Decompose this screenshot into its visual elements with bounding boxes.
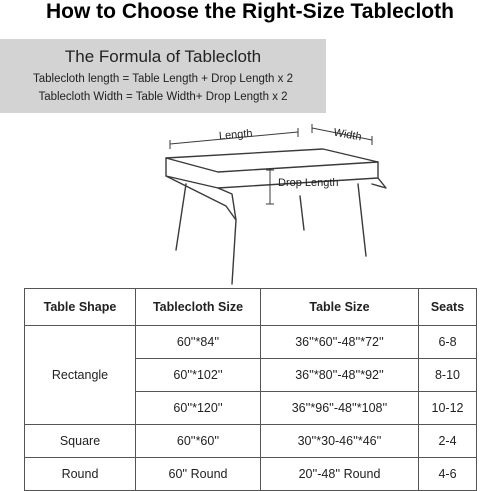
formula-box — [0, 39, 326, 113]
table-leg-right-front — [358, 184, 366, 256]
shape-cell: Square — [25, 425, 136, 458]
cloth-size-cell: 60''*120'' — [136, 392, 261, 425]
seats-cell: 8-10 — [419, 359, 477, 392]
cloth-left-drape — [166, 176, 236, 220]
drop-length-label: Drop Length — [278, 177, 339, 189]
formula-heading: The Formula of Tablecloth — [64, 47, 262, 66]
table-size-cell: 36''*80''-48''*92'' — [261, 359, 419, 392]
table-leg-right-back — [300, 196, 304, 230]
table-leg-left-back — [176, 184, 186, 250]
cloth-size-cell: 60'' Round — [136, 458, 261, 491]
seats-cell: 6-8 — [419, 326, 477, 359]
table-size-cell: 20''-48'' Round — [261, 458, 419, 491]
page-title: How to Choose the Right-Size Tablecloth — [46, 0, 454, 23]
table-row — [25, 326, 477, 359]
table-size-cell: 36''*60''-48''*72'' — [261, 326, 419, 359]
table-header-row — [25, 289, 477, 326]
header-seats: Seats — [419, 289, 477, 326]
tablecloth-diagram — [0, 118, 500, 288]
length-label: Length — [218, 127, 254, 143]
header-table-size: Table Size — [261, 289, 419, 326]
seats-cell: 4-6 — [419, 458, 477, 491]
cloth-right-drape — [372, 178, 386, 188]
size-table — [24, 288, 477, 491]
header-table-shape: Table Shape — [25, 289, 136, 326]
shape-cell: Rectangle — [25, 326, 136, 425]
cloth-size-cell: 60''*102'' — [136, 359, 261, 392]
width-label: Width — [332, 126, 363, 144]
shape-cell: Round — [25, 458, 136, 491]
seats-cell: 10-12 — [419, 392, 477, 425]
table-leg-left-front — [232, 220, 236, 284]
formula-length-line: Tablecloth length = Table Length + Drop Length x 2 — [32, 73, 293, 85]
table-top-outline — [166, 149, 378, 172]
table-size-cell: 30''*30-46''*46'' — [261, 425, 419, 458]
formula-width-line: Tablecloth Width = Table Width+ Drop Length x 2 — [38, 91, 288, 103]
table-size-cell: 36''*96''-48''*108'' — [261, 392, 419, 425]
cloth-size-cell: 60''*60'' — [136, 425, 261, 458]
table-row — [25, 425, 477, 458]
header-tablecloth-size: Tablecloth Size — [136, 289, 261, 326]
cloth-size-cell: 60''*84'' — [136, 326, 261, 359]
cloth-front-drape — [166, 158, 378, 188]
seats-cell: 2-4 — [419, 425, 477, 458]
